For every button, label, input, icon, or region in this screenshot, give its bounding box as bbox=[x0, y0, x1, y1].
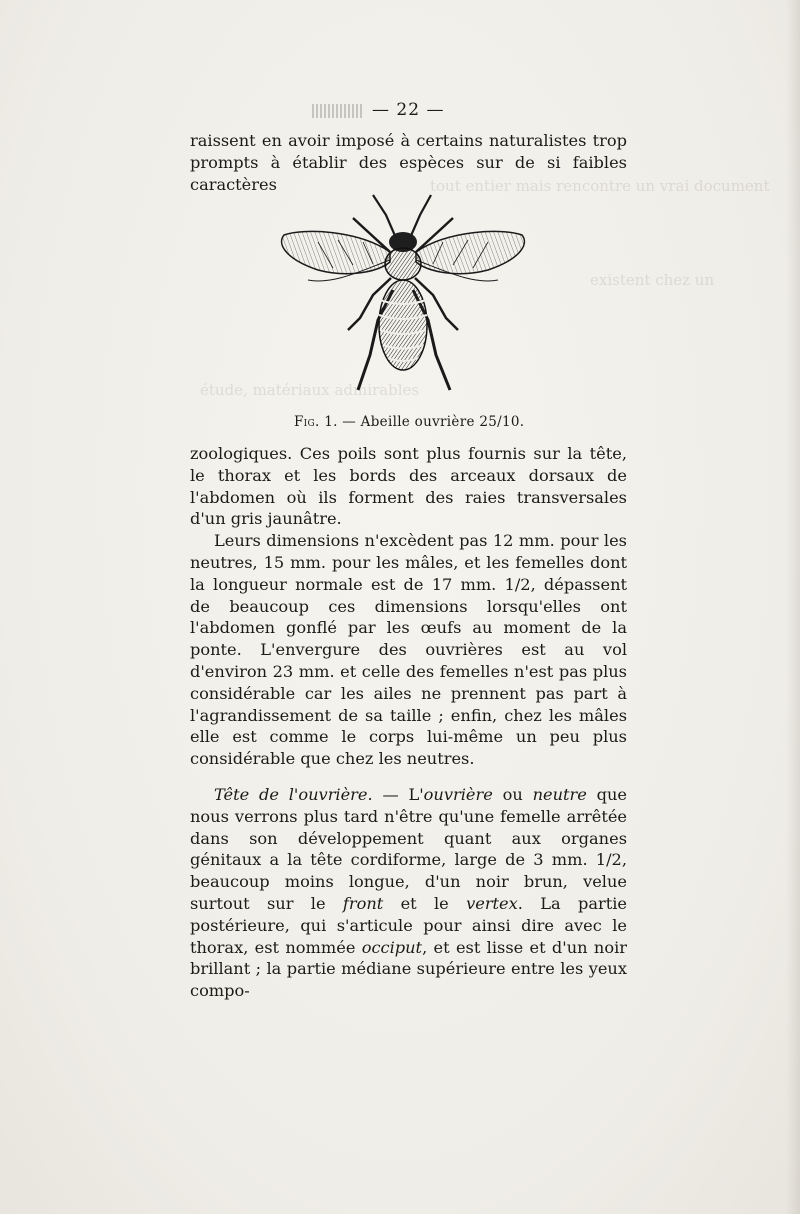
paragraph: zoologiques. Ces poils sont plus fournis sur la tête, le thorax et les bords des arceaux dorsaux de l'abdomen où ils forment des raies transversales d'un gris jaunâtre. bbox=[190, 444, 627, 529]
text-run: que nous verrons plus tard n'être qu'une femelle arrêtée dans son développement quant aux organes génitaux a la tête cordiforme, large de 3 mm. 1/2, beaucoup moins longue, d'un noir brun, velue surtout sur le bbox=[190, 784, 628, 913]
intro-text bbox=[190, 130, 627, 195]
term-italic: ouvrière bbox=[423, 784, 493, 804]
term-italic: front bbox=[342, 893, 384, 913]
text-run: . La partie postérieure, qui s'articule pour ainsi dire avec le thorax, est nommée bbox=[190, 893, 627, 957]
bee-illustration bbox=[278, 190, 528, 405]
text-run: — bbox=[372, 784, 409, 804]
text-run: L' bbox=[408, 784, 424, 804]
term-italic: neutre bbox=[532, 784, 587, 804]
show-through-text: tout entier mais rencontre un vrai document bbox=[430, 177, 770, 195]
text-run: , et est lisse et d'un noir brillant ; la partie médiane supérieure entre les yeux compo- bbox=[190, 937, 627, 1001]
show-through-text: étude, matériaux admirables bbox=[200, 381, 420, 399]
paragraph: raissent en avoir imposé à certains naturalistes trop prompts à établir des espèces sur de si faibles caractères bbox=[190, 131, 627, 194]
worker-bee-drawing bbox=[278, 190, 528, 405]
figure-caption-text: — Abeille ouvrière 25/10. bbox=[342, 414, 525, 430]
term-italic: vertex bbox=[466, 893, 518, 913]
section-paragraph bbox=[190, 784, 627, 1002]
text-run: ou bbox=[492, 784, 533, 804]
header-ink-smudge bbox=[312, 104, 362, 118]
page-edge-shadow bbox=[786, 0, 800, 1214]
show-through-text: existent chez un bbox=[590, 271, 715, 289]
body-text bbox=[190, 443, 627, 1002]
term-italic: occiput bbox=[361, 937, 423, 957]
page-number: — 22 — bbox=[372, 100, 445, 120]
paragraph: Leurs dimensions n'excèdent pas 12 mm. pour les neutres, 15 mm. pour les mâles, et les femelles dont la longueur normale est de 17 mm. 1/2, dépassent de beaucoup ces dimensions lorsqu'elles ont l'abdomen gonflé par les œufs au moment de la ponte. L'envergure des ouvrières est au vol d'environ 23 mm. et celle des femelles n'est pas plus considérable car les ailes ne prennent pas part à l'agrandissement de sa taille ; enfin, chez les mâles elle est comme le corps lui-même un peu plus considérable que chez les neutres. bbox=[190, 531, 627, 769]
figure-caption bbox=[294, 414, 524, 430]
section-title: Tête de l'ouvrière. bbox=[214, 784, 373, 804]
figure-label: Fig. 1. bbox=[294, 414, 338, 430]
text-run: et le bbox=[383, 893, 467, 913]
